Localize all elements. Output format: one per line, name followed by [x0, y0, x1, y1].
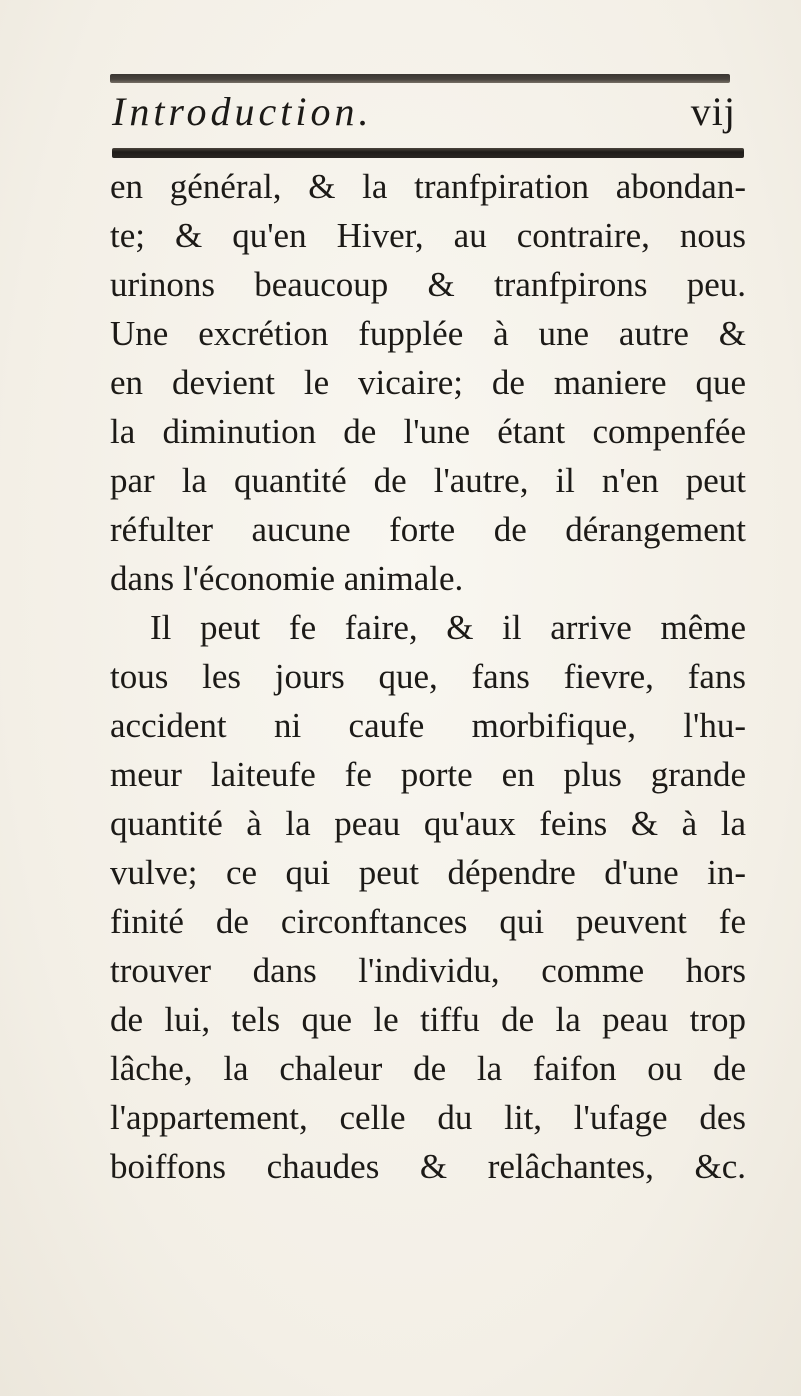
text-line: boiffons chaudes & relâchantes, &c. [110, 1147, 746, 1186]
running-title: Introduction. [112, 89, 373, 134]
text-line: la diminution de l'une étant compenfée [110, 412, 746, 451]
text-line: urinons beaucoup & tranfpirons peu. [110, 265, 746, 304]
page-number: vij [690, 89, 736, 134]
text-line: réfulter aucune forte de dérangement [110, 510, 746, 549]
text-line: accident ni caufe morbifique, l'hu- [110, 706, 746, 745]
body-text [110, 162, 746, 1191]
text-line: te; & qu'en Hiver, au contraire, nous [110, 216, 746, 255]
text-line: meur laiteufe fe porte en plus grande [110, 755, 746, 794]
text-line: l'appartement, celle du lit, l'ufage des [110, 1098, 746, 1137]
text-line: finité de circonftances qui peuvent fe [110, 902, 746, 941]
header-bottom-rule [112, 148, 744, 158]
text-line: tous les jours que, fans fievre, fans [110, 657, 746, 696]
text-line: Une excrétion fupplée à une autre & [110, 314, 746, 353]
text-line-paragraph-start: Il peut fe faire, & il arrive même [150, 608, 746, 647]
text-line: vulve; ce qui peut dépendre d'une in- [110, 853, 746, 892]
text-line-paragraph-end: dans l'économie animale. [110, 559, 464, 598]
text-line: lâche, la chaleur de la faifon ou de [110, 1049, 746, 1088]
page-header [112, 80, 742, 144]
text-line: en général, & la tranfpiration abondan- [110, 167, 746, 206]
text-line: de lui, tels que le tiffu de la peau trop [110, 1000, 746, 1039]
text-line: trouver dans l'individu, comme hors [110, 951, 746, 990]
text-line: par la quantité de l'autre, il n'en peut [110, 461, 746, 500]
text-line: quantité à la peau qu'aux feins & à la [110, 804, 746, 843]
text-line: en devient le vicaire; de maniere que [110, 363, 746, 402]
